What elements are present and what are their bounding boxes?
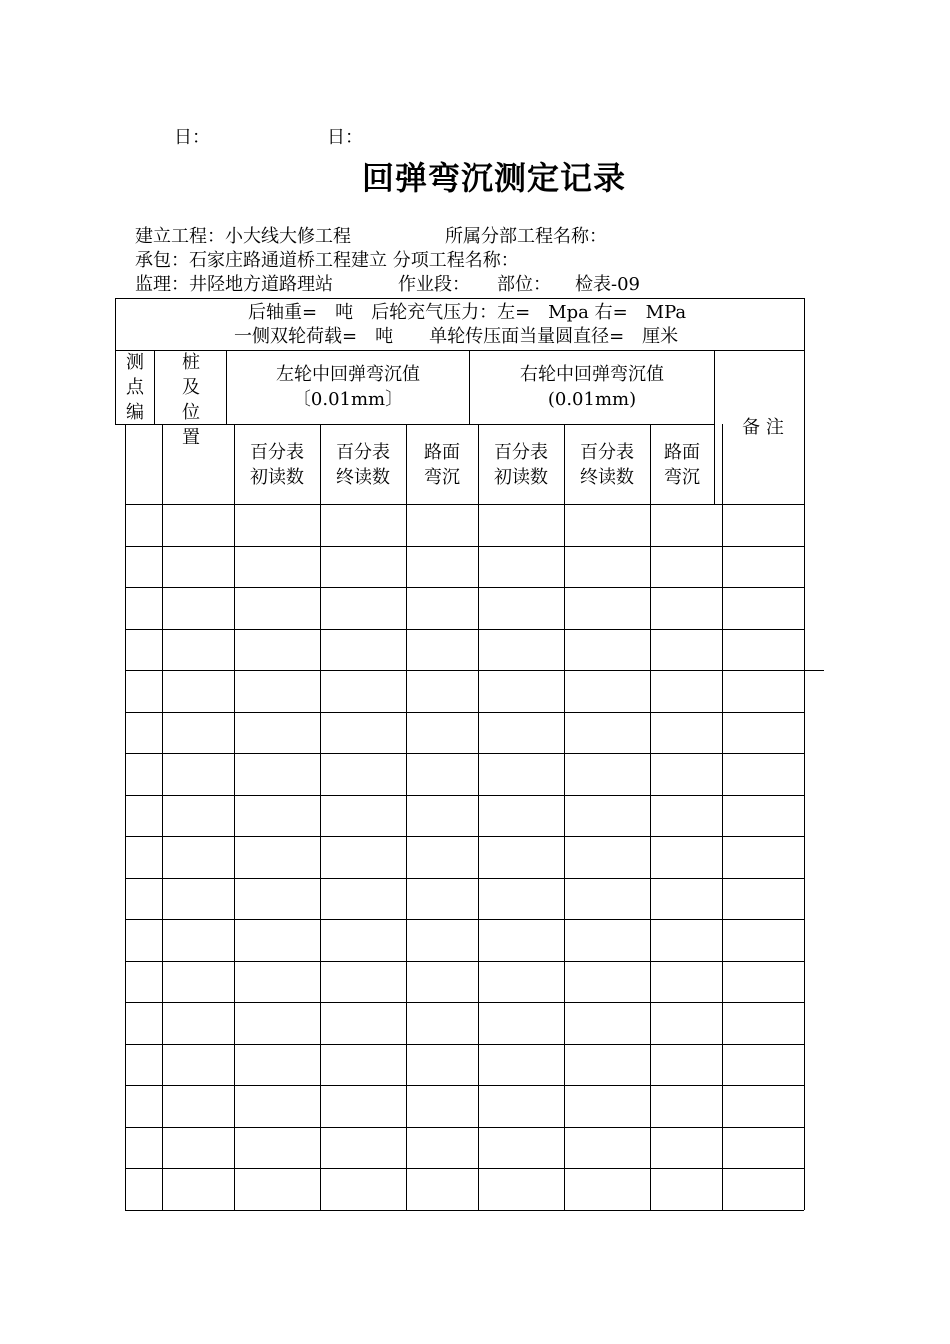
border-line [714,350,715,504]
sub-header-initial: 百分表 初读数 [250,442,304,488]
grid-line [125,1085,804,1086]
grid-line [125,836,804,837]
grid-line [162,424,163,1210]
grid-line [125,1210,804,1211]
grid-line [125,670,804,671]
grid-line [125,1044,804,1045]
part-label: 部位： [497,274,551,295]
grid-line [125,753,804,754]
params-row-2: 一侧双轮荷载= 吨 单轮传压面当量圆直径= 厘米 [234,326,679,347]
grid-line [650,424,651,1210]
grid-line [125,795,804,796]
grid-line [125,629,804,630]
grid-line [125,712,804,713]
sub-header-initial: 百分表 初读数 [494,442,548,488]
left-group-unit: 〔0.01mm〕 [292,389,404,410]
grid-line [125,504,804,505]
station-header: 桩及位置 [182,352,200,448]
grid-line [125,587,804,588]
left-group-header: 左轮中回弹弯沉值 [276,364,420,385]
border-line [115,350,116,425]
date-label-2: 日： [327,127,363,148]
remark-header: 备 注 [742,417,784,438]
params-row-1: 后轴重= 吨 后轮充气压力：左= Mpa 右= MPa [248,302,687,323]
sub-header-final: 百分表 终读数 [580,442,634,488]
right-group-header: 右轮中回弹弯沉值 [520,364,664,385]
grid-line [320,424,321,1210]
sub-header-deflection: 路面 弯沉 [424,442,460,488]
grid-line [125,1127,804,1128]
sub-header-final: 百分表 终读数 [336,442,390,488]
grid-line [125,919,804,920]
form-number: 检表-09 [575,274,640,295]
date-label-1: 日： [174,127,210,148]
point-header: 测点编 [126,352,144,423]
grid-line [804,670,824,671]
contractor-info: 承包：石家庄路通道桥工程建立 分项工程名称： [135,250,519,271]
border-line [154,350,155,425]
page-title: 回弹弯沉测定记录 [362,159,627,197]
supervision-info: 监理：井陉地方道路理站 [135,274,333,295]
grid-line [722,424,723,1210]
grid-line [125,546,804,547]
grid-line [125,1168,804,1169]
grid-line [234,424,235,1210]
grid-line [804,504,805,1210]
grid-line [125,878,804,879]
grid-line [406,424,407,1210]
sub-header-deflection: 路面 弯沉 [664,442,700,488]
grid-line [564,424,565,1210]
division-info: 所属分部工程名称： [445,226,607,247]
grid-line [478,424,479,1210]
grid-line [125,1002,804,1003]
project-info: 建立工程：小大线大修工程 [135,226,351,247]
grid-line [125,424,126,1210]
section-label: 作业段： [398,274,470,295]
right-group-unit: (0.01mm) [547,389,637,410]
grid-line [125,961,804,962]
